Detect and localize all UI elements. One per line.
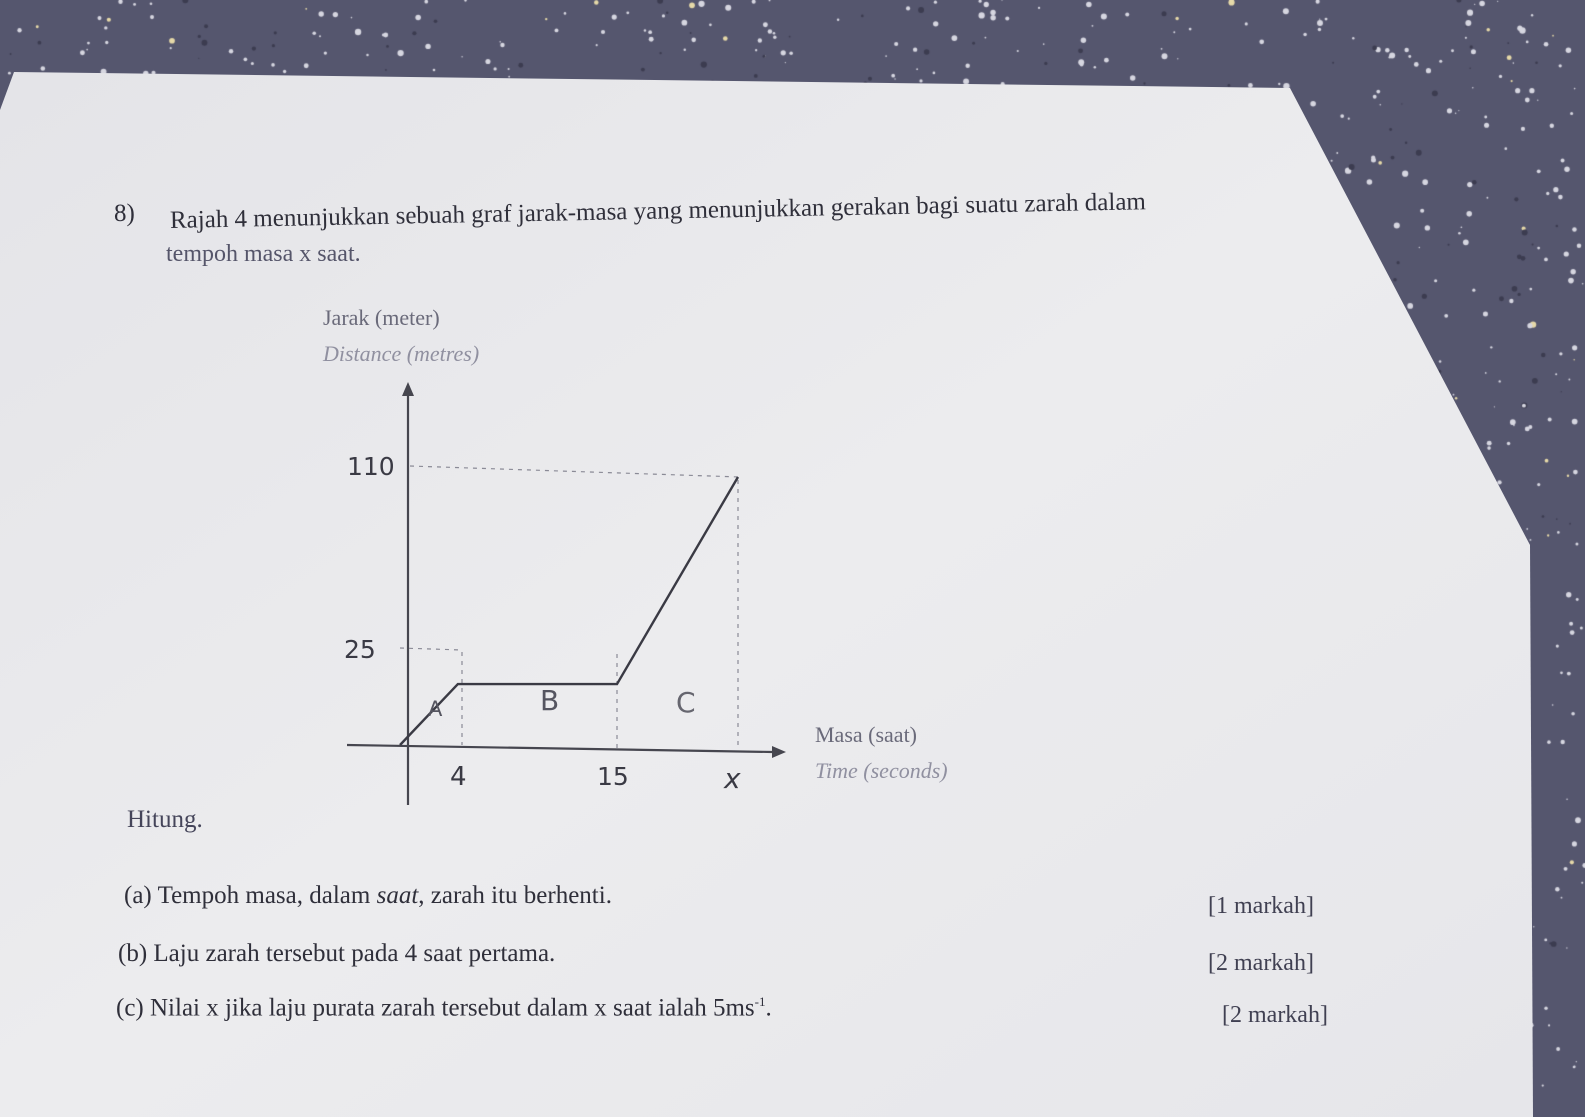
y-tick-25: 25 bbox=[344, 635, 376, 664]
segment-label-b: B bbox=[540, 684, 560, 717]
y-axis-label-english: Distance (metres) bbox=[323, 341, 480, 366]
question-number: 8) bbox=[114, 200, 135, 227]
part-c-superscript: -1 bbox=[754, 994, 766, 1009]
part-c-label: (c) bbox=[116, 994, 144, 1022]
part-c bbox=[116, 994, 772, 1022]
x-axis-arrow-icon bbox=[772, 746, 786, 758]
part-b bbox=[118, 940, 555, 968]
segment-label-a: A bbox=[428, 697, 443, 721]
y-tick-110: 110 bbox=[347, 452, 395, 481]
gridline-110 bbox=[410, 466, 740, 477]
x-tick-15: 15 bbox=[597, 762, 629, 791]
x-axis-label: Masa (saat) bbox=[815, 722, 918, 747]
question-text-line2: tempoh masa x saat. bbox=[166, 241, 361, 267]
part-a-text-after: , zarah itu berhenti. bbox=[418, 882, 612, 909]
part-a-text-before: Tempoh masa, dalam bbox=[157, 882, 377, 909]
gridline-25 bbox=[400, 648, 462, 650]
part-b-label: (b) bbox=[118, 940, 148, 967]
x-tick-x: x bbox=[724, 762, 741, 795]
part-c-marks: [2 markah] bbox=[1222, 1002, 1328, 1028]
question-text-line1: Rajah 4 menunjukkan sebuah graf jarak-masa yang menunjukkan gerakan bagi suatu zarah dalam bbox=[169, 188, 1147, 234]
segment-label-c: C bbox=[676, 686, 696, 719]
part-c-text: Nilai x jika laju purata zarah tersebut dalam x saat ialah 5ms bbox=[150, 994, 755, 1022]
part-a bbox=[124, 882, 612, 910]
x-axis-label-english: Time (seconds) bbox=[815, 758, 948, 783]
part-b-marks: [2 markah] bbox=[1208, 950, 1314, 976]
x-tick-4: 4 bbox=[450, 762, 467, 792]
part-a-marks: [1 markah] bbox=[1208, 893, 1314, 919]
part-a-text-italic: saat bbox=[376, 882, 419, 909]
part-c-tail: . bbox=[765, 994, 772, 1022]
x-axis-line bbox=[347, 745, 772, 752]
part-a-label: (a) bbox=[124, 882, 152, 909]
hitung-heading: Hitung. bbox=[127, 806, 203, 833]
y-axis-arrow-icon bbox=[402, 382, 414, 396]
part-b-text: Laju zarah tersebut pada 4 saat pertama. bbox=[153, 940, 556, 967]
y-axis-label: Jarak (meter) bbox=[323, 305, 440, 330]
